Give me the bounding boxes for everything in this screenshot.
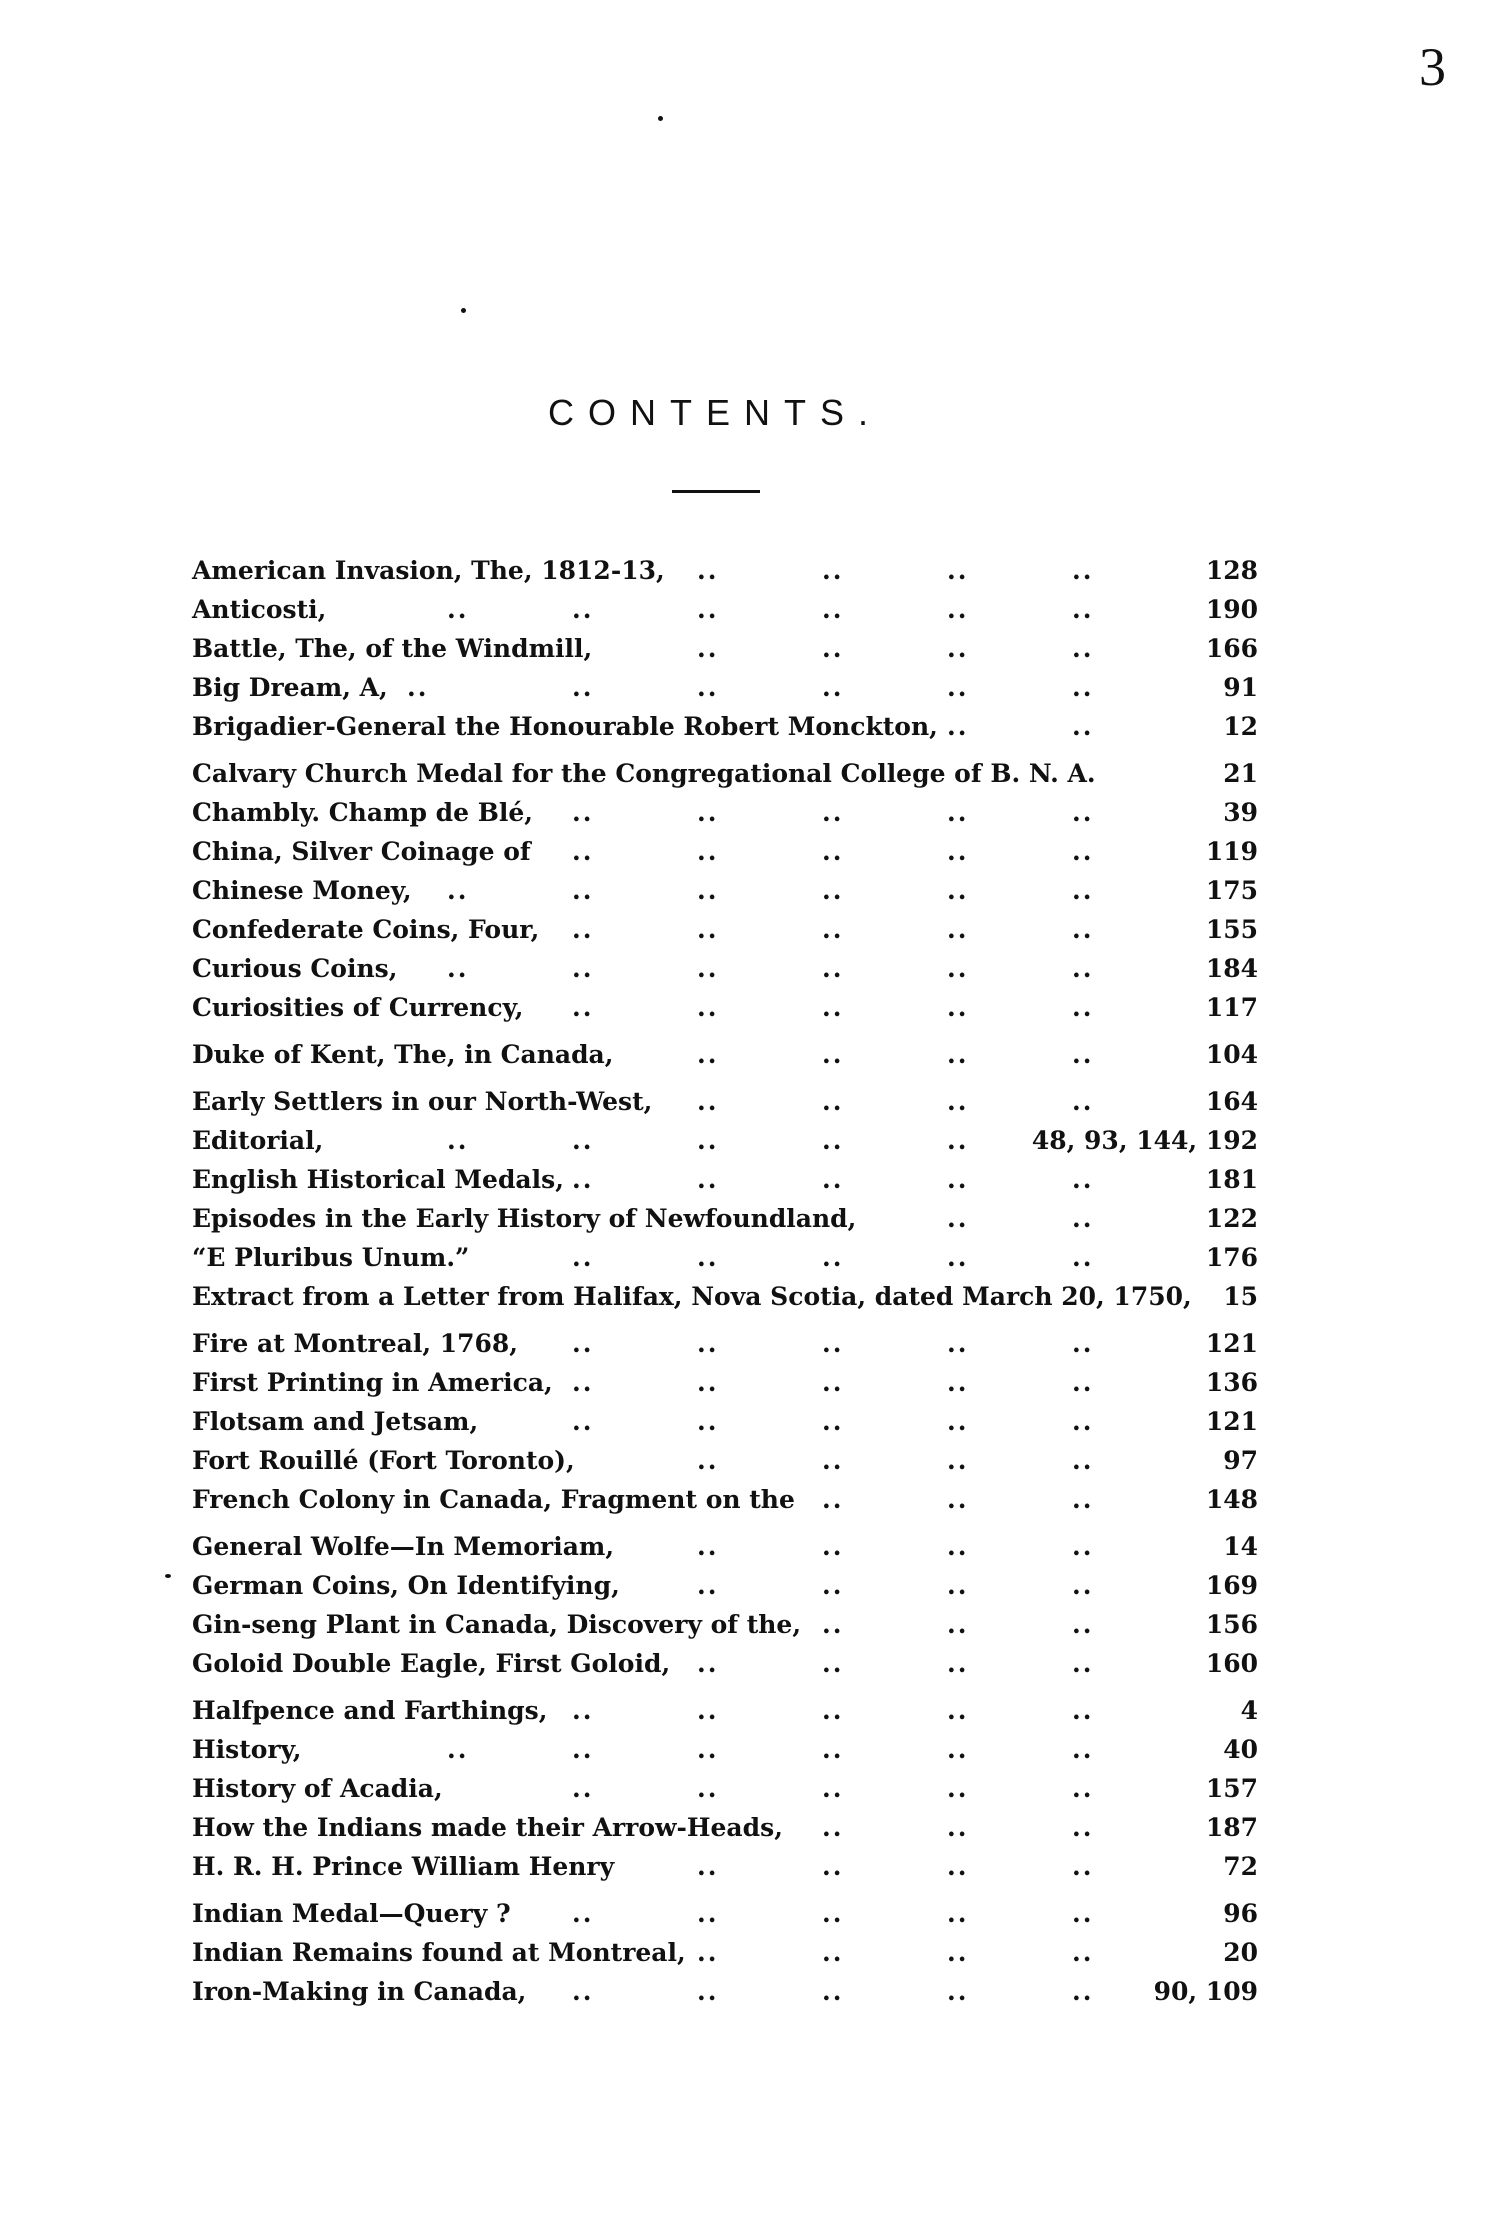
- dot-leader: ..: [697, 915, 719, 944]
- contents-entry: [192, 1895, 1258, 1934]
- contents-entry: [192, 950, 1258, 989]
- entry-page: 187: [1205, 1813, 1258, 1842]
- dot-leader: ..: [697, 1329, 719, 1358]
- entry-page: 90, 109: [1153, 1977, 1258, 2006]
- dot-leader: ..: [1072, 1243, 1094, 1272]
- entry-page: 96: [1223, 1899, 1258, 1928]
- dot-leader: ..: [947, 1485, 969, 1514]
- dot-leader: ..: [447, 954, 469, 983]
- contents-entry: [192, 552, 1258, 591]
- entry-title: Fire at Montreal, 1768,: [192, 1329, 519, 1358]
- dot-leader: ..: [697, 993, 719, 1022]
- contents-entry: [192, 1278, 1258, 1317]
- dot-leader: ..: [697, 634, 719, 663]
- dot-leader: ..: [1072, 673, 1094, 702]
- dot-leader: ..: [947, 1329, 969, 1358]
- entry-title: German Coins, On Identifying,: [192, 1571, 620, 1600]
- contents-entry: [192, 1692, 1258, 1731]
- entry-title: Battle, The, of the Windmill,: [192, 634, 593, 663]
- dot-leader: ..: [822, 993, 844, 1022]
- entry-title: French Colony in Canada, Fragment on the: [192, 1485, 795, 1514]
- dot-leader: ..: [822, 634, 844, 663]
- dot-leader: ..: [822, 1852, 844, 1881]
- dot-leader: ..: [947, 1165, 969, 1194]
- page-number: 3: [1419, 37, 1446, 97]
- dot-leader: ..: [947, 1610, 969, 1639]
- entry-title: China, Silver Coinage of: [192, 837, 531, 866]
- dot-leader: ..: [572, 1407, 594, 1436]
- contents-entry: [192, 708, 1258, 747]
- contents-entry: [192, 1770, 1258, 1809]
- dot-leader: ..: [697, 798, 719, 827]
- dot-leader: ..: [947, 1899, 969, 1928]
- dot-leader: ..: [947, 1649, 969, 1678]
- dot-leader: ..: [1072, 1899, 1094, 1928]
- dot-leader: ..: [822, 1040, 844, 1069]
- dot-leader: ..: [1072, 954, 1094, 983]
- dot-leader: ..: [1072, 1165, 1094, 1194]
- entry-title: Duke of Kent, The, in Canada,: [192, 1040, 614, 1069]
- dot-leader: ..: [1072, 1852, 1094, 1881]
- contents-list: [192, 552, 1258, 2012]
- dot-leader: ..: [1072, 1813, 1094, 1842]
- dot-leader: ..: [1072, 1087, 1094, 1116]
- contents-entry: [192, 1442, 1258, 1481]
- dot-leader: ..: [1072, 1610, 1094, 1639]
- dot-leader: ..: [697, 1165, 719, 1194]
- entry-page: 122: [1205, 1204, 1258, 1233]
- dot-leader: ..: [1072, 798, 1094, 827]
- entry-page: 119: [1205, 837, 1258, 866]
- dot-leader: ..: [822, 915, 844, 944]
- entry-page: 156: [1205, 1610, 1258, 1639]
- dot-leader: ..: [822, 1899, 844, 1928]
- entry-page: 40: [1223, 1735, 1258, 1764]
- dot-leader: ..: [947, 634, 969, 663]
- dot-leader: ..: [1072, 634, 1094, 663]
- entry-page: 128: [1205, 556, 1258, 585]
- contents-entry: [192, 1036, 1258, 1075]
- dot-leader: ..: [697, 1774, 719, 1803]
- entry-title: History,: [192, 1735, 302, 1764]
- contents-entry: [192, 1848, 1258, 1887]
- entry-title: Indian Medal—Query ?: [192, 1899, 511, 1928]
- entry-page: 21: [1223, 759, 1258, 788]
- contents-entry: [192, 1083, 1258, 1122]
- ink-speck: [658, 116, 663, 121]
- contents-entry: [192, 591, 1258, 630]
- contents-entry: [192, 1645, 1258, 1684]
- dot-leader: ..: [947, 712, 969, 741]
- entry-title: General Wolfe—In Memoriam,: [192, 1532, 615, 1561]
- entry-title: Curiosities of Currency,: [192, 993, 524, 1022]
- entry-title: Iron-Making in Canada,: [192, 1977, 527, 2006]
- dot-leader: ..: [572, 876, 594, 905]
- entry-page: 136: [1205, 1368, 1258, 1397]
- dot-leader: ..: [947, 876, 969, 905]
- entry-page: 190: [1205, 595, 1258, 624]
- contents-entry: [192, 1364, 1258, 1403]
- dot-leader: ..: [697, 1735, 719, 1764]
- dot-leader: ..: [947, 1368, 969, 1397]
- dot-leader: ..: [1072, 1446, 1094, 1475]
- dot-leader: ..: [1072, 712, 1094, 741]
- dot-leader: ..: [822, 1485, 844, 1514]
- entry-page: 97: [1223, 1446, 1258, 1475]
- entry-title: Goloid Double Eagle, First Goloid,: [192, 1649, 671, 1678]
- entry-title: American Invasion, The, 1812-13,: [192, 556, 665, 585]
- dot-leader: ..: [1072, 1774, 1094, 1803]
- contents-entry: [192, 1481, 1258, 1520]
- dot-leader: ..: [822, 1087, 844, 1116]
- dot-leader: ..: [947, 1852, 969, 1881]
- dot-leader: ..: [447, 876, 469, 905]
- dot-leader: ..: [697, 1368, 719, 1397]
- dot-leader: ..: [947, 1532, 969, 1561]
- dot-leader: ..: [1072, 1329, 1094, 1358]
- entry-page: 72: [1223, 1852, 1258, 1881]
- entry-title: Anticosti,: [192, 595, 327, 624]
- contents-entry: [192, 1567, 1258, 1606]
- dot-leader: ..: [822, 1610, 844, 1639]
- dot-leader: ..: [697, 1899, 719, 1928]
- dot-leader: ..: [697, 954, 719, 983]
- dot-leader: ..: [1072, 915, 1094, 944]
- dot-leader: ..: [822, 1774, 844, 1803]
- dot-leader: ..: [572, 595, 594, 624]
- dot-leader: ..: [947, 673, 969, 702]
- dot-leader: ..: [947, 1087, 969, 1116]
- dot-leader: ..: [822, 1243, 844, 1272]
- contents-entry: [192, 630, 1258, 669]
- dot-leader: ..: [697, 556, 719, 585]
- dot-leader: ..: [947, 1938, 969, 1967]
- dot-leader: ..: [697, 1649, 719, 1678]
- dot-leader: ..: [572, 993, 594, 1022]
- entry-title: Calvary Church Medal for the Congregational College of B. N. A.: [192, 759, 1096, 788]
- dot-leader: ..: [822, 1696, 844, 1725]
- entry-page: 121: [1205, 1329, 1258, 1358]
- entry-title: Halfpence and Farthings,: [192, 1696, 548, 1725]
- entry-title: “E Pluribus Unum.”: [192, 1243, 470, 1272]
- dot-leader: ..: [822, 1735, 844, 1764]
- contents-entry: [192, 1934, 1258, 1973]
- dot-leader: ..: [947, 1446, 969, 1475]
- entry-title: Chambly. Champ de Blé,: [192, 798, 534, 827]
- contents-entry: [192, 872, 1258, 911]
- dot-leader: ..: [572, 1977, 594, 2006]
- dot-leader: ..: [947, 1571, 969, 1600]
- dot-leader: ..: [822, 556, 844, 585]
- dot-leader: ..: [572, 954, 594, 983]
- dot-leader: ..: [572, 798, 594, 827]
- dot-leader: ..: [1072, 595, 1094, 624]
- entry-page: 14: [1223, 1532, 1258, 1561]
- dot-leader: ..: [572, 1368, 594, 1397]
- entry-title: Indian Remains found at Montreal,: [192, 1938, 686, 1967]
- dot-leader: ..: [1072, 1532, 1094, 1561]
- dot-leader: ..: [697, 1938, 719, 1967]
- contents-entry: [192, 833, 1258, 872]
- dot-leader: ..: [822, 1649, 844, 1678]
- entry-page: 48, 93, 144, 192: [1031, 1126, 1258, 1155]
- entry-page: 155: [1205, 915, 1258, 944]
- dot-leader: ..: [572, 1774, 594, 1803]
- dot-leader: ..: [697, 1571, 719, 1600]
- dot-leader: ..: [947, 1696, 969, 1725]
- entry-page: 176: [1205, 1243, 1258, 1272]
- dot-leader: ..: [1072, 556, 1094, 585]
- dot-leader: ..: [822, 1938, 844, 1967]
- dot-leader: ..: [947, 1407, 969, 1436]
- dot-leader: ..: [822, 1446, 844, 1475]
- dot-leader: ..: [407, 673, 429, 702]
- dot-leader: ..: [822, 673, 844, 702]
- dot-leader: ..: [572, 1165, 594, 1194]
- entry-page: 160: [1205, 1649, 1258, 1678]
- dot-leader: ..: [822, 1977, 844, 2006]
- entry-title: Chinese Money,: [192, 876, 412, 905]
- dot-leader: ..: [822, 1126, 844, 1155]
- dot-leader: ..: [697, 1977, 719, 2006]
- entry-title: H. R. H. Prince William Henry: [192, 1852, 615, 1881]
- entry-title: Extract from a Letter from Halifax, Nova Scotia, dated March 20, 1750,: [192, 1282, 1192, 1311]
- contents-entry: [192, 1528, 1258, 1567]
- dot-leader: ..: [697, 1126, 719, 1155]
- dot-leader: ..: [697, 837, 719, 866]
- entry-page: 12: [1223, 712, 1258, 741]
- dot-leader: ..: [947, 993, 969, 1022]
- dot-leader: ..: [822, 1571, 844, 1600]
- dot-leader: ..: [1072, 1571, 1094, 1600]
- entry-page: 39: [1223, 798, 1258, 827]
- contents-entry: [192, 1403, 1258, 1442]
- dot-leader: ..: [572, 1329, 594, 1358]
- entry-page: 181: [1205, 1165, 1258, 1194]
- ink-speck: [165, 1574, 171, 1578]
- contents-entry: [192, 1606, 1258, 1645]
- contents-entry: [192, 911, 1258, 950]
- dot-leader: ..: [947, 1126, 969, 1155]
- dot-leader: ..: [1072, 1407, 1094, 1436]
- dot-leader: ..: [1072, 1977, 1094, 2006]
- contents-entry: [192, 1325, 1258, 1364]
- contents-entry: [192, 1973, 1258, 2012]
- dot-leader: ..: [947, 1735, 969, 1764]
- dot-leader: ..: [1072, 1735, 1094, 1764]
- entry-title: First Printing in America,: [192, 1368, 553, 1397]
- dot-leader: ..: [572, 1243, 594, 1272]
- contents-entry: [192, 1122, 1258, 1161]
- dot-leader: ..: [1072, 876, 1094, 905]
- entry-page: 164: [1205, 1087, 1258, 1116]
- dot-leader: ..: [697, 1532, 719, 1561]
- dot-leader: ..: [822, 1813, 844, 1842]
- dot-leader: ..: [822, 595, 844, 624]
- entry-page: 157: [1205, 1774, 1258, 1803]
- dot-leader: ..: [822, 837, 844, 866]
- entry-page: 175: [1205, 876, 1258, 905]
- dot-leader: ..: [947, 1774, 969, 1803]
- contents-entry: [192, 1200, 1258, 1239]
- dot-leader: ..: [572, 1696, 594, 1725]
- entry-title: English Historical Medals,: [192, 1165, 564, 1194]
- entry-page: 4: [1240, 1696, 1258, 1725]
- dot-leader: ..: [572, 837, 594, 866]
- dot-leader: ..: [697, 595, 719, 624]
- entry-page: 91: [1223, 673, 1258, 702]
- contents-entry: [192, 1731, 1258, 1770]
- entry-title: Episodes in the Early History of Newfoundland,: [192, 1204, 857, 1233]
- contents-entry: [192, 1161, 1258, 1200]
- dot-leader: ..: [947, 837, 969, 866]
- dot-leader: ..: [1072, 1938, 1094, 1967]
- dot-leader: ..: [572, 1126, 594, 1155]
- ink-speck: [461, 308, 466, 313]
- dot-leader: ..: [697, 1446, 719, 1475]
- entry-page: 104: [1205, 1040, 1258, 1069]
- dot-leader: ..: [572, 1735, 594, 1764]
- entry-page: 117: [1205, 993, 1258, 1022]
- entry-page: 148: [1205, 1485, 1258, 1514]
- entry-title: Flotsam and Jetsam,: [192, 1407, 479, 1436]
- entry-title: Brigadier-General the Honourable Robert Monckton,: [192, 712, 938, 741]
- dot-leader: ..: [447, 595, 469, 624]
- entry-title: Curious Coins,: [192, 954, 398, 983]
- dot-leader: ..: [1072, 1696, 1094, 1725]
- dot-leader: ..: [947, 1204, 969, 1233]
- entry-title: Gin-seng Plant in Canada, Discovery of the,: [192, 1610, 802, 1639]
- entry-page: 15: [1223, 1282, 1258, 1311]
- contents-entry: [192, 755, 1258, 794]
- entry-title: History of Acadia,: [192, 1774, 443, 1803]
- dot-leader: ..: [1072, 1040, 1094, 1069]
- dot-leader: ..: [697, 1040, 719, 1069]
- dot-leader: ..: [947, 915, 969, 944]
- dot-leader: ..: [822, 876, 844, 905]
- dot-leader: ..: [947, 798, 969, 827]
- contents-entry: [192, 794, 1258, 833]
- dot-leader: ..: [447, 1735, 469, 1764]
- dot-leader: ..: [822, 1532, 844, 1561]
- dot-leader: ..: [1072, 1368, 1094, 1397]
- dot-leader: ..: [1072, 993, 1094, 1022]
- dot-leader: ..: [697, 1243, 719, 1272]
- dot-leader: ..: [697, 1852, 719, 1881]
- dot-leader: ..: [822, 1368, 844, 1397]
- dot-leader: ..: [947, 556, 969, 585]
- dot-leader: ..: [697, 673, 719, 702]
- entry-title: Fort Rouillé (Fort Toronto),: [192, 1446, 575, 1475]
- dot-leader: ..: [947, 1813, 969, 1842]
- entry-title: How the Indians made their Arrow-Heads,: [192, 1813, 783, 1842]
- dot-leader: ..: [1072, 837, 1094, 866]
- entry-title: Confederate Coins, Four,: [192, 915, 540, 944]
- dot-leader: ..: [572, 1899, 594, 1928]
- dot-leader: ..: [572, 915, 594, 944]
- dot-leader: ..: [697, 876, 719, 905]
- entry-page: 121: [1205, 1407, 1258, 1436]
- dot-leader: ..: [697, 1087, 719, 1116]
- contents-entry: [192, 1809, 1258, 1848]
- dot-leader: ..: [947, 1243, 969, 1272]
- contents-entry: [192, 669, 1258, 708]
- dot-leader: ..: [1072, 1485, 1094, 1514]
- dot-leader: ..: [447, 1126, 469, 1155]
- dot-leader: ..: [1072, 1204, 1094, 1233]
- dot-leader: ..: [822, 1165, 844, 1194]
- dot-leader: ..: [947, 1977, 969, 2006]
- entry-page: 166: [1205, 634, 1258, 663]
- entry-page: 169: [1205, 1571, 1258, 1600]
- entry-title: Early Settlers in our North-West,: [192, 1087, 653, 1116]
- entry-page: 184: [1205, 954, 1258, 983]
- dot-leader: ..: [822, 1407, 844, 1436]
- entry-page: 20: [1223, 1938, 1258, 1967]
- dot-leader: ..: [947, 954, 969, 983]
- entry-title: Editorial,: [192, 1126, 324, 1155]
- dot-leader: ..: [947, 595, 969, 624]
- dot-leader: ..: [572, 673, 594, 702]
- contents-entry: [192, 989, 1258, 1028]
- dot-leader: ..: [822, 954, 844, 983]
- entry-title: Big Dream, A,: [192, 673, 388, 702]
- title-rule: [672, 490, 760, 493]
- dot-leader: ..: [822, 1329, 844, 1358]
- dot-leader: ..: [1072, 1649, 1094, 1678]
- contents-entry: [192, 1239, 1258, 1278]
- page-title: CONTENTS.: [547, 392, 882, 433]
- dot-leader: ..: [697, 1407, 719, 1436]
- dot-leader: ..: [947, 1040, 969, 1069]
- dot-leader: ..: [822, 798, 844, 827]
- dot-leader: ..: [697, 1696, 719, 1725]
